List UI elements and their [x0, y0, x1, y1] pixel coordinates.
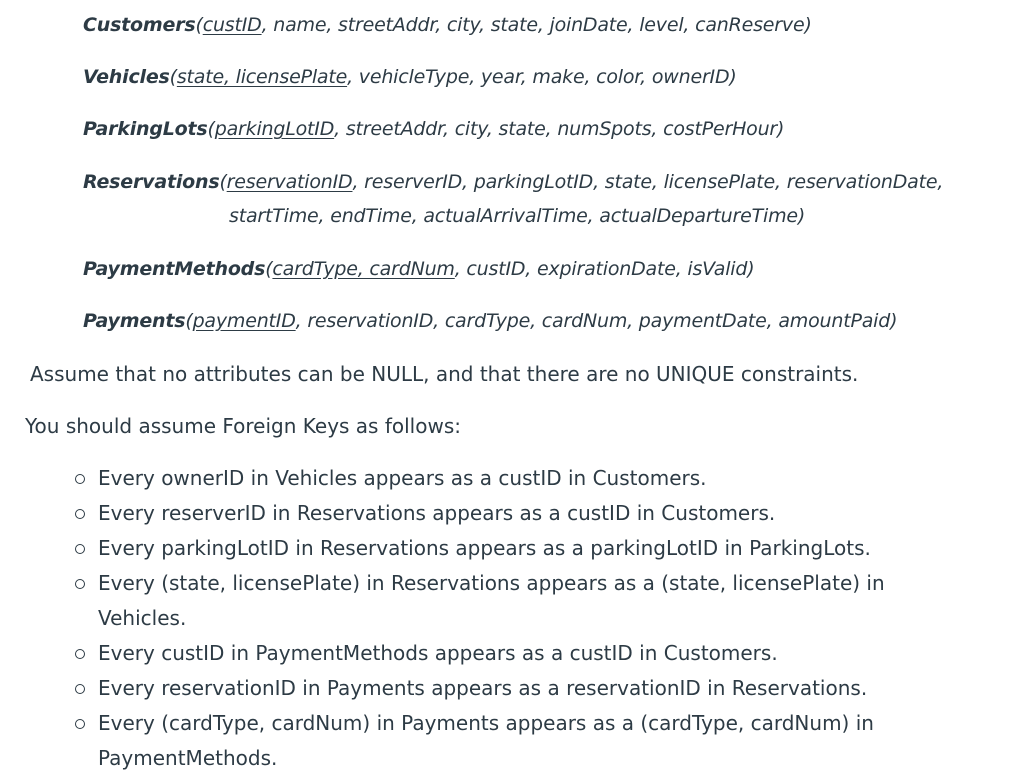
foreign-key-list — [75, 461, 898, 776]
schema-customers: Customers(custID, name, streetAddr, city, state, joinDate, level, canReserve) — [83, 14, 812, 36]
relation-name: Customers — [83, 14, 196, 36]
primary-key: paymentID — [192, 310, 296, 332]
fk-intro: You should assume Foreign Keys as follows: — [25, 414, 461, 438]
attribute-list: , reservationID, cardType, cardNum, paymentDate, amountPaid) — [295, 310, 898, 332]
primary-key: state, licensePlate — [176, 66, 348, 88]
assumption-text: Assume that no attributes can be NULL, and that there are no UNIQUE constraints. — [30, 362, 859, 386]
bullet-icon — [75, 684, 85, 694]
list-item: Every ownerID in Vehicles appears as a custID in Customers. — [75, 461, 898, 496]
primary-key: reservationID — [226, 171, 353, 193]
attribute-list: , vehicleType, year, make, color, ownerID) — [347, 66, 737, 88]
attribute-list: , name, streetAddr, city, state, joinDate, level, canReserve) — [261, 14, 812, 36]
list-item: Every (state, licensePlate) in Reservations appears as a (state, licensePlate) in Vehicles. — [75, 566, 898, 636]
relation-name: Reservations — [83, 171, 220, 193]
schema-parkinglots: ParkingLots(parkingLotID, streetAddr, city, state, numSpots, costPerHour) — [83, 118, 785, 140]
schema-payments: Payments(paymentID, reservationID, cardType, cardNum, paymentDate, amountPaid) — [83, 310, 898, 332]
bullet-icon — [75, 474, 85, 484]
list-item: Every (cardType, cardNum) in Payments appears as a (cardType, cardNum) in PaymentMethods. — [75, 706, 898, 776]
list-item: Every parkingLotID in Reservations appears as a parkingLotID in ParkingLots. — [75, 531, 898, 566]
schema-reservations: Reservations(reservationID, reserverID, parkingLotID, state, licensePlate, reservationDate, startTime, endTime, actualArrivalTime, actualDepartureTime) — [83, 165, 943, 233]
list-item: Every custID in PaymentMethods appears as a custID in Customers. — [75, 636, 898, 671]
relation-name: PaymentMethods — [83, 258, 266, 280]
attribute-list-continued: startTime, endTime, actualArrivalTime, actualDepartureTime) — [229, 205, 806, 227]
relation-name: ParkingLots — [83, 118, 208, 140]
primary-key: cardType, cardNum — [272, 258, 455, 280]
schema-paymentmethods: PaymentMethods(cardType, cardNum, custID, expirationDate, isValid) — [83, 258, 755, 280]
relation-name: Payments — [83, 310, 186, 332]
attribute-list: , custID, expirationDate, isValid) — [454, 258, 755, 280]
bullet-icon — [75, 719, 85, 729]
attribute-list: , reserverID, parkingLotID, state, licensePlate, reservationDate, — [352, 171, 944, 193]
list-item: Every reservationID in Payments appears as a reservationID in Reservations. — [75, 671, 898, 706]
primary-key: parkingLotID — [214, 118, 335, 140]
list-item: Every reserverID in Reservations appears as a custID in Customers. — [75, 496, 898, 531]
schema-vehicles: Vehicles(state, licensePlate, vehicleType, year, make, color, ownerID) — [83, 66, 737, 88]
attribute-list: , streetAddr, city, state, numSpots, costPerHour) — [334, 118, 785, 140]
bullet-icon — [75, 544, 85, 554]
bullet-icon — [75, 509, 85, 519]
bullet-icon — [75, 579, 85, 589]
bullet-icon — [75, 649, 85, 659]
relation-name: Vehicles — [83, 66, 170, 88]
primary-key: custID — [202, 14, 262, 36]
